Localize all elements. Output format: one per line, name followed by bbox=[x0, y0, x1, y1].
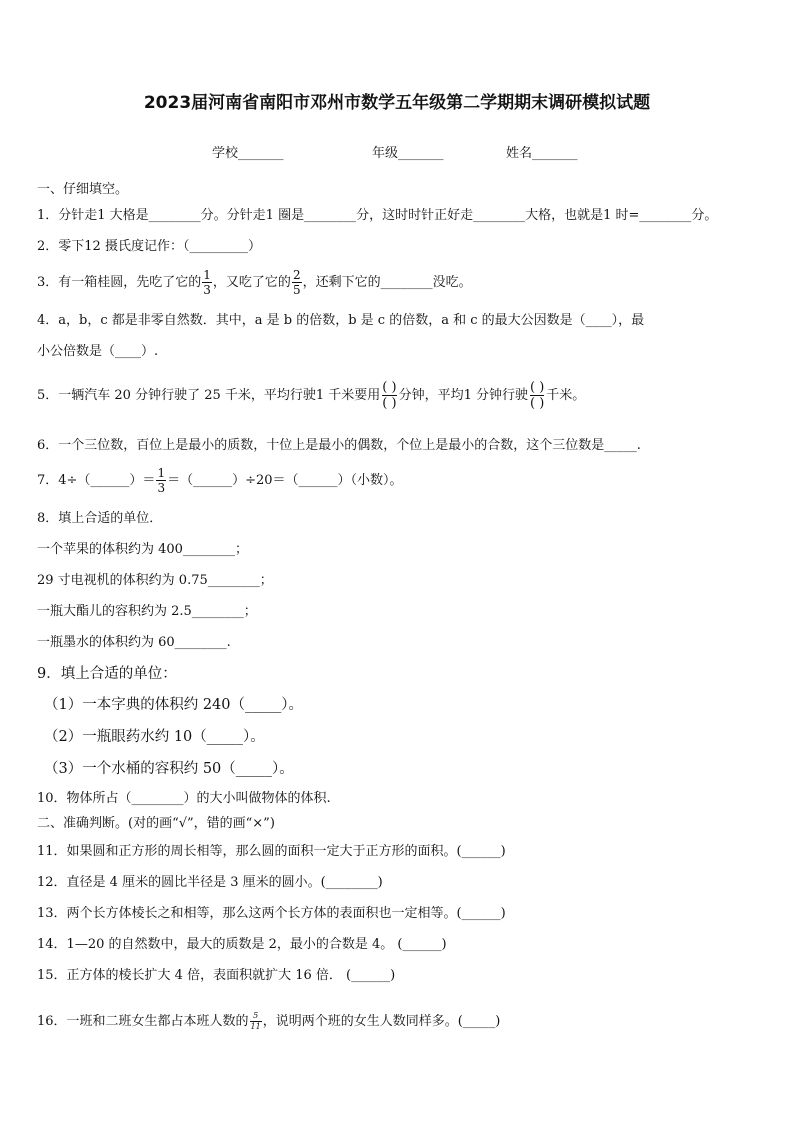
question-6: 6．一个三位数，百位上是最小的质数，十位上是最小的偶数，个位上是最小的合数，这个三位数是_____. bbox=[37, 438, 641, 453]
fraction-2-5: $\frac{2}{5}$ bbox=[292, 268, 301, 297]
q8-item-2: 29 寸电视机的体积约为 0.75________； bbox=[37, 573, 273, 588]
grade-field: 年级_______ bbox=[372, 146, 444, 161]
page-title: 2023届河南省南阳市邓州市数学五年级第二学期期末调研模拟试题 bbox=[143, 93, 651, 113]
school-field: 学校_______ bbox=[212, 146, 284, 161]
question-10: 10．物体所占（________）的大小叫做物体的体积. bbox=[37, 791, 331, 806]
fraction-5-11: $\frac{5}{11}$ bbox=[250, 1011, 261, 1031]
section-heading-1: 一、仔细填空。 bbox=[37, 182, 129, 197]
fraction-1-3: $\frac{1}{3}$ bbox=[203, 268, 211, 297]
question-5: 5．一辆汽车 20 分钟行驶了 25 千米，平均行驶1 千米要用 ( ) ( ) 分钟，平均1 分钟行驶 ( ) ( ) 千米。 bbox=[37, 380, 586, 411]
question-7: 7．4÷（______）＝ $\frac{1}{3}$ ＝（______）÷20＝（______）（小数）。 bbox=[37, 466, 403, 495]
question-1: 1．分针走1 大格是________分。分针走1 圈是________分，这时时针正好走________大格，也就是1 时=________分。 bbox=[37, 208, 718, 223]
q9-item-1: （1）一本字典的体积约 240（_____）。 bbox=[44, 697, 304, 713]
question-16: 16．一班和二班女生都占本班人数的 $\frac{5}{11}$ ，说明两个班的女生人数同样多。(_____) bbox=[37, 1011, 501, 1031]
blank-fraction-1: ( ) ( ) bbox=[382, 380, 397, 411]
q9-item-2: （2）一瓶眼药水约 10（_____）。 bbox=[44, 729, 265, 745]
blank-fraction-2: ( ) ( ) bbox=[529, 380, 545, 411]
question-11: 11．如果圆和正方形的周长相等，那么圆的面积一定大于正方形的面积。(______) bbox=[37, 844, 506, 859]
q9-item-3: （3）一个水桶的容积约 50（_____）。 bbox=[44, 761, 294, 777]
section-heading-2: 二、准确判断。(对的画“√”，错的画“×”) bbox=[37, 816, 275, 831]
question-13: 13．两个长方体棱长之和相等，那么这两个长方体的表面积也一定相等。(______) bbox=[37, 906, 506, 921]
question-2: 2．零下12 摄氏度记作：（_________） bbox=[37, 239, 261, 254]
name-field: 姓名_______ bbox=[506, 146, 578, 161]
question-12: 12．直径是 4 厘米的圆比半径是 3 厘米的圆小。(________) bbox=[37, 875, 383, 890]
question-14: 14．1—20 的自然数中，最大的质数是 2，最小的合数是 4。 (______) bbox=[37, 937, 447, 952]
q8-item-1: 一个苹果的体积约为 400________； bbox=[37, 542, 248, 557]
fraction-1-3b: $\frac{1}{3}$ bbox=[157, 466, 166, 495]
question-3: 3．有一箱桂圆，先吃了它的 $\frac{1}{3}$ ，又吃了它的 $\frac{2}{5}$ ，还剩下它的________没吃。 bbox=[37, 268, 472, 297]
q8-item-4: 一瓶墨水的体积约为 60________. bbox=[37, 635, 231, 650]
question-4-line-2: 小公倍数是（____）. bbox=[37, 344, 159, 359]
q8-item-3: 一瓶大酯儿的容积约为 2.5________； bbox=[37, 604, 257, 619]
question-15: 15．正方体的棱长扩大 4 倍，表面积就扩大 16 倍． (______) bbox=[37, 968, 396, 983]
question-9: 9．填上合适的单位： bbox=[37, 666, 177, 682]
question-4-line-1: 4．a，b，c 都是非零自然数．其中，a 是 b 的倍数，b 是 c 的倍数，a 和 c 的最大公因数是（____），最 bbox=[37, 313, 645, 328]
question-8: 8．填上合适的单位． bbox=[37, 511, 163, 526]
